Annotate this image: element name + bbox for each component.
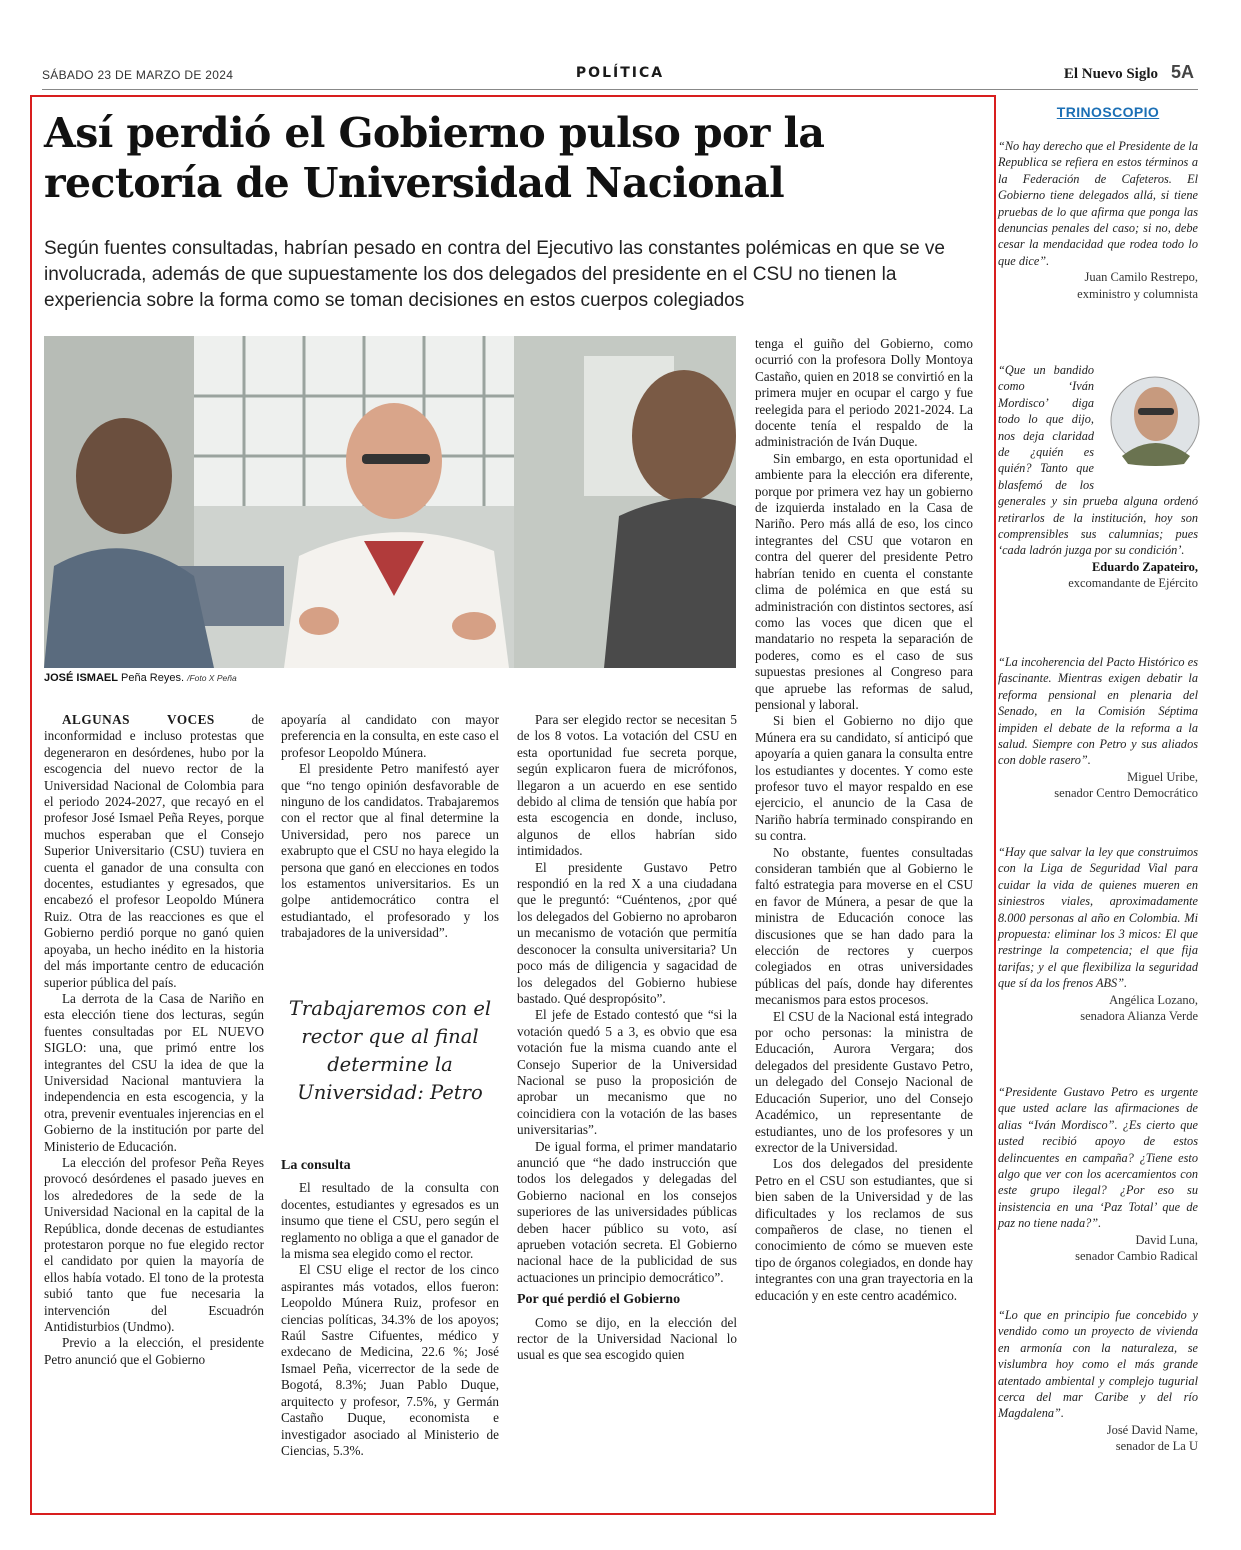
- paragraph: La derrota de la Casa de Nariño en esta elección tiene dos lecturas, según fuentes consultadas por EL NUEVO SIGLO: una, que primó entre los integrantes del CSU la idea de que la Universidad Nacional mantuviera la independencia en esta escogencia, y la otra, prevenir eventuales injerencias en el Gobierno de la institución por parte del Ministerio de Educación.: [44, 990, 264, 1154]
- paragraph: El resultado de la consulta con docentes, estudiantes y egresados es un insumo que tiene el CSU, pero según el reglamento no obliga a que el ganador de la misma sea elegido como el rector.: [281, 1180, 499, 1262]
- tweet-author: David Luna,: [1135, 1232, 1198, 1247]
- paragraph: apoyaría al candidato con mayor preferencia en la consulta, en este caso el profesor Leopoldo Múnera.: [281, 712, 499, 760]
- tweet-quote: [998, 844, 1198, 1024]
- paragraph: de inconformidad e incluso protestas que degeneraron en desórdenes, hubo por la escogencia del nuevo rector de la Universidad Nacional de Colombia para el periodo 2024-2027, que recayó en el profesor José Ismael Peña Reyes, porque muchos esperaban que el Consejo Superior Universitario (CSU) tuviera en cuenta el ganador de una consulta con docentes, estudiantes y egresados, que encabezó el profesor Leopoldo Múnera Ruiz. Otra de las reacciones es que el Gobierno perdió porque no ganó quien apoyaba, un hecho inédito en la historia del más importante centro de educación superior pública del país.: [44, 712, 264, 990]
- tweet-text: “No hay derecho que el Presidente de la Republica se refiera en estos términos a la Federación de Cafeteros. El Gobierno tiene delegados allá, si tiene pruebas de lo que afirma que ponga las denuncias penales del caso; si no, debe cesar la mendacidad que rodea todo lo que dice”.: [998, 139, 1198, 268]
- article-photo: [44, 336, 736, 668]
- article-column-3: [517, 712, 737, 1364]
- article-column-2-lower: [281, 1152, 499, 1459]
- caption-credit: /Foto X Peña: [187, 673, 237, 683]
- article-column-2: [281, 712, 499, 942]
- section-name: POLÍTICA: [575, 65, 665, 81]
- tweet-text: “Hay que salvar la ley que construimos con la Liga de Seguridad Vial para cuidar la vida de quienes mueren en siniestros viales, aproximadamente 8.000 personas al año en Colombia. Mi propuesta: eliminar los 3 micos: El que restringe la competencia; el que fija tarifas; y el que flexibiliza la seguridad que sí da los frenos ABS”.: [998, 845, 1198, 991]
- tweet-author: Angélica Lozano,: [1109, 992, 1198, 1007]
- tweet-quote: [998, 362, 1198, 592]
- tweet-text: “Presidente Gustavo Petro es urgente que usted aclare las afirmaciones de alias “Iván Mordisco”. ¿Es cierto que usted recibió apoyo de estos delincuentes en campaña? ¿Tiene esto algo que ver con los acercamientos con este grupo ilegal? ¿Por eso su insistencia en una ‘Paz Total’ que de paz no tiene nada?”.: [998, 1085, 1198, 1231]
- tweet-quote: [998, 138, 1198, 302]
- article-column-4: [755, 336, 973, 1304]
- photo-of-three-men-talking-icon: [44, 336, 736, 668]
- tweet-author-role: exministro y columnista: [1077, 286, 1198, 301]
- issue-date: SÁBADO 23 DE MARZO DE 2024: [42, 68, 234, 82]
- tweet-text: “Lo que en principio fue concebido y vendido como un proyecto de vivienda en armonía con la naturaleza, se vislumbra hoy como el más grande atentado ambiental y complejo tugurial cerca del mar Caribe y del río Magdalena”.: [998, 1308, 1198, 1421]
- paragraph: El presidente Gustavo Petro respondió en la red X a una ciudadana que le preguntó: “Cuéntenos, ¿por qué los delegados del Gobierno no aprobaron un mecanismo de votación que permitía desconocer la consulta universitaria? Un poco más de diligencia y sagacidad de los delegados del Gobierno hubiese bastado. Qué despropósito”.: [517, 859, 737, 1006]
- tweet-author: Juan Camilo Restrepo,: [1084, 270, 1198, 285]
- paragraph: El jefe de Estado contestó que “si la votación quedó 5 a 3, es obvio que esa votación fue la misma cuando ante el Consejo Superior de la Universidad Nacional se puso la proposición de aprobar un mecanismo que no coincidiera con la votación de las bases universitarias”.: [517, 1007, 737, 1138]
- sidebar-title: TRINOSCOPIO: [1056, 104, 1160, 120]
- pull-quote: Trabajaremos con el rector que al final determine la Universidad: Petro: [288, 997, 492, 1104]
- lead-in: ALGUNAS VOCES: [62, 712, 215, 727]
- paragraph: De igual forma, el primer mandatario anunció que “he dado instrucción que todos los delegados y delegadas del Gobierno nacional en los consejos superiores de las universidades públicas deben hacer público su voto, así aprueben votación secreta. El Gobierno nacional hace de la publicidad de sus actuaciones un principio democrático”.: [517, 1138, 737, 1285]
- tweet-author-role: senadora Alianza Verde: [1080, 1009, 1198, 1024]
- photo-caption: [44, 672, 237, 684]
- caption-text: Peña Reyes.: [121, 672, 185, 684]
- masthead: [42, 64, 1198, 90]
- tweet-quote: [998, 1307, 1198, 1455]
- tweet-quote: [998, 1084, 1198, 1264]
- subhead: La consulta: [281, 1158, 351, 1173]
- headline: [44, 108, 944, 208]
- paragraph: La elección del profesor Peña Reyes provocó desórdenes el pasado jueves en los alrededores de la sede de la Universidad Nacional en la capital de la República, donde decenas de estudiantes protestaron porque no fue elegido rector el candidato por quien la mayoría de ellos había votado. El tono de la protesta subió tanto que fue necesaria la intervención del Escuadrón Antidisturbios (Undmo).: [44, 1154, 264, 1335]
- paragraph: Sin embargo, en esta oportunidad el ambiente para la elección era diferente, porque por primera vez hay un gobierno de izquierda instalado en la Casa de Nariño. Pero más allá de eso, los cinco integrantes del CSU que votaron en contra del querer del presidente Petro habrían tenido en cuenta el constante clima de polémica en que está su administración con distintos sectores, así como las voces que dicen que el mandatario no respeta la separación de poderes, como es el caso de sus supuestas presiones al Congreso para que apruebe las reformas de salud, pensional y laboral.: [755, 450, 973, 712]
- subhead: Por qué perdió el Gobierno: [517, 1292, 681, 1308]
- paragraph: El CSU elige el rector de los cinco aspirantes más votados, ellos fueron: Leopoldo Múnera Ruiz, profesor en ciencias políticas, 34.3% de los apoyos; Raúl Sastre Cifuentes, médico y exdecano de Medicina, 22.6 %; José Ismael Peña, vicerrector de la sede de Bogotá, 8.3%; Juan Pablo Duque, arquitecto y profesor, 7.5%, y Germán Castaño Duque, economista e investigador asociado al Ministerio de Ciencias, 5.3%.: [281, 1262, 499, 1458]
- page-number: 5A: [1170, 62, 1194, 82]
- paragraph: Los dos delegados del presidente Petro en el CSU son estudiantes, que si bien saben de la Universidad y de las dificultades y los reclamos de sus compañeros de clase, no tienen el conocimiento de cómo se mueven este tipo de órganos colegiados, en donde hay integrantes con una gran trayectoria en la educación y en este centro académico.: [755, 1156, 973, 1303]
- tweet-text: “La incoherencia del Pacto Histórico es fascinante. Mientras exigen debatir la reforma pensional en plenaria del Senado, en la Comisión Séptima impiden el debate de la reforma a la salud. Siempre con Petro y sus aliados con doble rasero”.: [998, 655, 1198, 768]
- article-column-1: [44, 712, 264, 1368]
- paragraph: Si bien el Gobierno no dijo que Múnera era su candidato, sí anticipó que apoyaría a quien ganara la consulta entre los estudiantes y docentes. Y como este profesor tuvo el mayor respaldo en ese ejercicio, el anuncio de la Casa de Nariño habría terminado conspirando en su contra.: [755, 713, 973, 844]
- tweet-author-role: excomandante de Ejército: [1068, 576, 1198, 591]
- tweet-quote: [998, 654, 1198, 802]
- tweet-author: Miguel Uribe,: [1127, 769, 1198, 784]
- headline-line-1: Así perdió el Gobierno pulso por la: [44, 109, 825, 157]
- paragraph: Para ser elegido rector se necesitan 5 de los 8 votos. La votación del CSU en esta oportunidad fue secreta porque, según explicaron fuera de micrófonos, llegaron a un acuerdo en ese sentido debido al clima de tensión que había por esta escogencia en donde, incluso, algunos de ellos habrían sido intimidados.: [517, 712, 737, 859]
- newspaper-name: El Nuevo Siglo: [1063, 66, 1158, 82]
- tweet-author-role: senador de La U: [1115, 1439, 1198, 1454]
- tweet-text: “Que un bandido como ‘Iván Mordisco’ diga todo lo que dijo, nos deja claridad de ¿quién es quién? Tanto que blasfemó de los generales y sin prueba alguna ordenó retirarlos de la institución, hoy son comprensibles sus calumnias; pues ‘cada ladrón juzga por su condición’.: [998, 363, 1198, 558]
- headline-line-2: rectoría de Universidad Nacional: [44, 159, 785, 207]
- tweet-author: José David Name,: [1106, 1422, 1198, 1437]
- tweet-author-role: senador Cambio Radical: [1075, 1249, 1198, 1264]
- paragraph: No obstante, fuentes consultadas consideran también que al Gobierno le faltó estrategia para moverse en el CSU en favor de Múnera, a pesar de que la ministra de Educación conoce las discusiones que se han dado para la elección de rectores y cuerpos colegiados en otras universidades públicas del país, donde hay diferentes mecanismos para estos procesos.: [755, 844, 973, 1008]
- caption-name: JOSÉ ISMAEL: [44, 672, 118, 684]
- paragraph: El presidente Petro manifestó ayer que “no tengo opinión desfavorable de ninguno de los candidatos. Trabajaremos con el rector que al final determine la Universidad, pero nos parece un exabrupto que el CSU no haya elegido la persona que ganó en elecciones en todos los estamentos universitarios. Es un golpe antidemocrático contra el estudiantado, el profesorado y los trabajadores de la universidad”.: [281, 761, 499, 941]
- paragraph: Como se dijo, en la elección del rector de la Universidad Nacional lo usual es que sea escogido quien: [517, 1314, 737, 1363]
- paragraph: Previo a la elección, el presidente Petro anunció que el Gobierno: [44, 1335, 264, 1367]
- deck: Según fuentes consultadas, habrían pesado en contra del Ejecutivo las constantes polémicas en que se ve involucrada, además de que supuestamente los dos delegados del presidente en el CSU no tienen la experiencia sobre la forma como se toman decisiones en estos cuerpos colegiados: [44, 238, 945, 311]
- tweet-author: Eduardo Zapateiro,: [1091, 559, 1198, 574]
- trinoscopio-sidebar: [998, 104, 1198, 132]
- paragraph: El CSU de la Nacional está integrado por ocho personas: la ministra de Educación, Aurora Vergara; dos delegados del presidente Gustavo Petro, un delegado del Consejo Nacional de Educación Superior, uno del Consejo Académico, un representante de estudiantes, uno de los profesores y un exrector de la Universidad.: [755, 1008, 973, 1155]
- paragraph: tenga el guiño del Gobierno, como ocurrió con la profesora Dolly Montoya Castaño, quien en 2018 se convirtió en la primera mujer en ocupar el cargo y fue reelegida para el periodo 2021-2024. La docente tenía el respaldo de la administración de Iván Duque.: [755, 336, 973, 450]
- tweet-author-role: senador Centro Democrático: [1054, 786, 1198, 801]
